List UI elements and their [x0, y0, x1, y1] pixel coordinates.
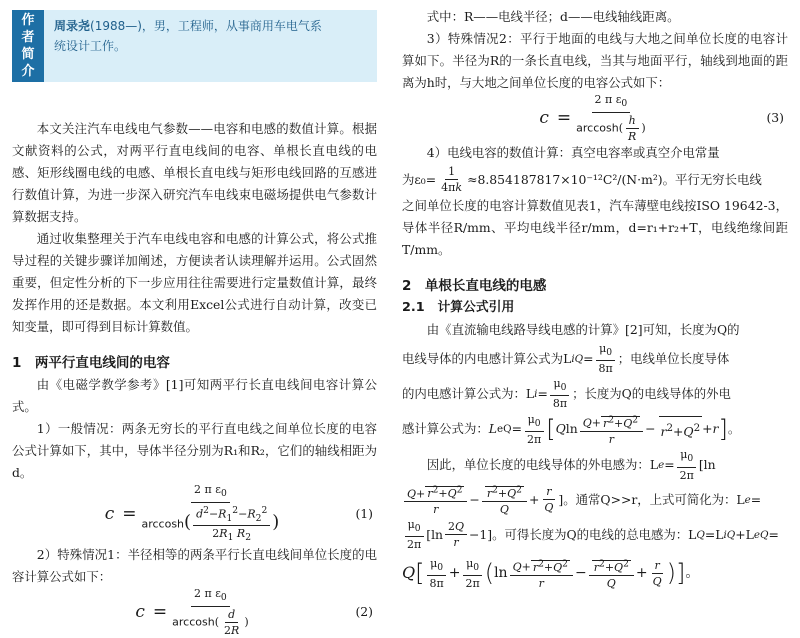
- bio-tag-char: 介: [21, 64, 35, 79]
- intro-paragraph-2: 通过收集整理关于汽车电线电容和电感的计算公式，将公式推导过程的关键步骤详加阐述，方便读者认读理解并运用。公式固然重要，但定性分析的下一步应用往往需要进行定量数值计算，最终发挥作用的还是数据。本文利用Excel公式进行自动计算，改变已知变量，即可得到目标计算数值。: [12, 231, 377, 334]
- unit-inner-inductance-line: 的内电感计算公式为：L i = $\frac{\mu_0}{8\pi}$ ；长度为Q的电线导体的外电: [402, 377, 731, 411]
- simplification-line: $\frac{Q+ r^2+Q^2}{r}$ − $\frac{r^2+Q^2}{Q}$ + $\frac{r}{Q}$ ]。 通常Q>>r，上式可简化为：L e =: [402, 483, 788, 518]
- section-1-case-2: 2）特殊情况1：半径相等的两条平行长直电线间单位长度的电容计算公式如下：: [12, 547, 377, 584]
- author-bio-line: (1988—)，男，工程师，从事商用车电气系: [90, 19, 322, 33]
- section-1-case-4-line-3: 之间单位长度的电容计算数值见表1，汽车薄壁电线按ISO 19642-3，导体半径R/mm、平均电线半径r/mm，d=r₁+r₂+T，电线绝缘间距T/mm。: [402, 198, 788, 257]
- equation-2: c = 2 π $\varepsilon_0$ arccosh( $\frac{d}{2R}$ ) (2): [135, 587, 373, 637]
- intro-paragraph-1: 本文关注汽车电线电气参数——电容和电感的数值计算。根据文献资料的公式，对两平行直电线间的电容、单根长直电线的电感、矩形线圈电线的电感、单根长直电线与矩形电线回路的互感进行数值计算，为进一步深入研究汽车电线束电磁场提供电气参数计算数据支持。: [12, 121, 377, 224]
- equation-3: c = 2 π $\varepsilon_0$ arccosh( $\frac{h}{R}$ ) (3): [539, 93, 784, 143]
- author-bio-line: 统设计工作。: [54, 39, 127, 53]
- text-span: 感计算公式为：: [402, 421, 489, 437]
- text-span: 可得长度为Q的电线的总电感为：L: [504, 526, 697, 542]
- equation-number: (2): [355, 604, 373, 619]
- text-span: =: [768, 526, 779, 542]
- section-2-1-heading: 2.1 计算公式引用: [402, 300, 515, 315]
- epsilon-label: 为ε₀=: [402, 171, 437, 187]
- text-span: =L: [704, 526, 724, 542]
- bio-tag-char: 作: [21, 13, 35, 28]
- equation-number: (1): [355, 506, 373, 521]
- text-span: ；长度为Q的电线导体的外电: [572, 385, 731, 401]
- inner-inductance-line: 电线导体的内电感计算公式为L iQ = $\frac{\mu_0}{8\pi}$ ；电线单位长度导体: [402, 342, 730, 376]
- text-span: 的内电感计算公式为：L: [402, 385, 535, 401]
- total-inductance-intro-line: $\frac{\mu_0}{2\pi}$ [ln $\frac{2Q}{r}$ −1]。 可得长度为Q的电线的总电感为：L Q =L iQ +L eQ =: [402, 517, 788, 552]
- left-column: [12, 0, 377, 636]
- text-span: 因此，单位长度的电线导体的外电感为：L: [426, 456, 659, 472]
- text-span: +L: [735, 526, 754, 542]
- author-bio-text: [44, 10, 377, 82]
- author-bio-box: [12, 10, 377, 82]
- total-inductance-equation: Q [ $\frac{\mu_0}{8\pi}$ + $\frac{\mu_0}{2\pi}$ ( ln $\frac{Q+ r^2+Q^2}{r}$ − $\frac{r^2+Q^2}{Q}$ + $\frac{r}{Q}$ )] 。: [402, 556, 700, 590]
- author-name: 周录尧: [54, 19, 91, 33]
- outer-inductance-line: 感计算公式为： L eQ = $\frac{\mu_0}{2\pi}$ [ Q ln $\frac{Q+ r^2+Q^2}{r}$ − $r^2+Q^2$ + r ] 。: [402, 412, 741, 446]
- section-2-heading: 2 单根长直电线的电感: [402, 278, 547, 294]
- author-bio-tag: [12, 10, 44, 82]
- text-span: 通常Q>>r，上式可简化为：L: [575, 491, 745, 507]
- epsilon-value: ≈8.854187817×10⁻¹²C²/(N·m²)。平行无穷长电线: [467, 171, 762, 187]
- where-clause: 式中：R——电线半径；d——电线轴线距离。: [426, 9, 680, 24]
- text-span: 电线导体的内电感计算公式为L: [402, 350, 572, 366]
- section-2-1-line-1: 由《直流输电线路导线电感的计算》[2]可知，长度为Q的: [426, 322, 740, 337]
- bio-tag-char: 简: [21, 47, 35, 62]
- epsilon-line: 为ε₀= $\frac{1}{4\pi k}$ ≈8.854187817×10⁻¹²C²/(N·m²)。平行无穷长电线: [402, 165, 762, 194]
- section-1-case-4-line-1: 4）电线电容的数值计算：真空电容率或真空介电常量: [426, 145, 720, 160]
- section-1-ref: 由《电磁学教学参考》[1]可知两平行长直电线间电容计算公式。: [12, 377, 377, 414]
- equation-1: c = 2 π $\varepsilon_0$ arccosh( $\frac{d^2-R_1^2-R_2^2}{2R_1 R_2}$ ) (1): [104, 483, 373, 544]
- equation-number: (3): [766, 110, 784, 125]
- section-1-heading: 1 两平行直电线间的电容: [12, 355, 170, 371]
- bio-tag-char: 者: [21, 30, 35, 45]
- right-column: [402, 0, 788, 594]
- text-span: ；电线单位长度导体: [617, 350, 730, 366]
- unit-outer-inductance-line: 因此，单位长度的电线导体的外电感为：L e = $\frac{\mu_0}{2\pi}$ [ln: [426, 448, 716, 482]
- section-1-case-3: 3）特殊情况2：平行于地面的电线与大地之间单位长度的电容计算如下。半径为R的一条长直电线，当其与地面平行，轴线到地面的距离为h时，与大地之间单位长度的电容公式如下：: [402, 31, 788, 90]
- section-1-case-1: 1）一般情况：两条无穷长的平行直电线之间单位长度的电容公式计算如下，其中，导体半径分别为R₁和R₂，它们的轴线相距为d。: [12, 421, 377, 480]
